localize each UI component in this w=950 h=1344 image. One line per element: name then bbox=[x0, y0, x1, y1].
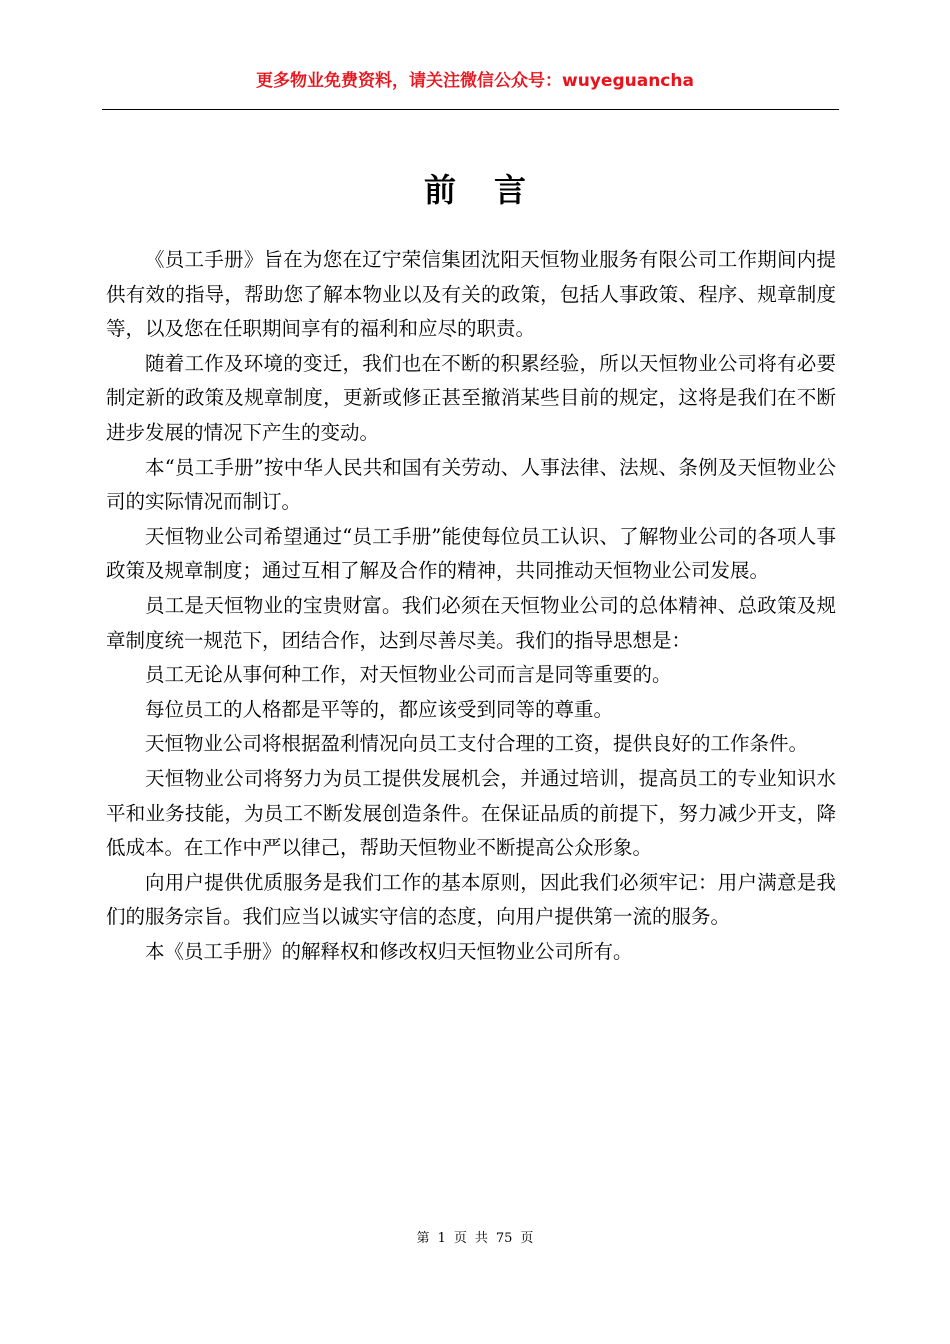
document-body bbox=[106, 243, 836, 969]
paragraph: 向用户提供优质服务是我们工作的基本原则，因此我们必须牢记：用户满意是我们的服务宗旨。我们应当以诚实守信的态度，向用户提供第一流的服务。 bbox=[106, 870, 836, 929]
header-banner: 更多物业免费资料，请关注微信公众号：wuyeguancha bbox=[256, 71, 694, 91]
paragraph: 天恒物业公司将根据盈利情况向员工支付合理的工资，提供良好的工作条件。 bbox=[145, 732, 809, 756]
footer-page-word: 第 bbox=[416, 1231, 430, 1246]
header-divider bbox=[102, 109, 839, 110]
paragraph: 天恒物业公司希望通过“员工手册”能使每位员工认识、了解物业公司的各项人事政策及规章制度；通过互相了解及合作的精神，共同推动天恒物业公司发展。 bbox=[106, 524, 836, 583]
paragraph: 本“员工手册”按中华人民共和国有关劳动、人事法律、法规、条例及天恒物业公司的实际情况而制订。 bbox=[106, 455, 836, 514]
paragraph: 员工是天恒物业的宝贵财富。我们必须在天恒物业公司的总体精神、总政策及规章制度统一规范下，团结合作，达到尽善尽美。我们的指导思想是： bbox=[106, 593, 836, 652]
paragraph: 天恒物业公司将努力为员工提供发展机会，并通过培训，提高员工的专业知识水平和业务技能，为员工不断发展创造条件。在保证品质的前提下，努力减少开支，降低成本。在工作中严以律己，帮助天恒物业不断提高公众形象。 bbox=[106, 766, 836, 860]
footer-total-word: 共 bbox=[474, 1231, 488, 1246]
footer-page-unit: 页 bbox=[453, 1231, 467, 1246]
paragraph: 本《员工手册》的解释权和修改权归天恒物业公司所有。 bbox=[145, 939, 633, 963]
page-title: 前言 bbox=[423, 171, 564, 209]
paragraph: 每位员工的人格都是平等的，都应该受到同等的尊重。 bbox=[145, 697, 614, 721]
paragraph: 《员工手册》旨在为您在辽宁荣信集团沈阳天恒物业服务有限公司工作期间内提供有效的指导，帮助您了解本物业以及有关的政策，包括人事政策、程序、规章制度等，以及您在任职期间享有的福利和应尽的职责。 bbox=[106, 248, 836, 341]
paragraph: 员工无论从事何种工作，对天恒物业公司而言是同等重要的。 bbox=[145, 663, 672, 687]
footer-page-number: 1 bbox=[437, 1231, 446, 1246]
footer-total-pages: 75 bbox=[495, 1231, 513, 1246]
paragraph: 随着工作及环境的变迁，我们也在不断的积累经验，所以天恒物业公司将有必要制定新的政策及规章制度，更新或修正甚至撤消某些目前的规定，这将是我们在不断进步发展的情况下产生的变动。 bbox=[106, 351, 836, 444]
footer-total-unit: 页 bbox=[520, 1231, 534, 1246]
page-footer bbox=[0, 1229, 950, 1249]
